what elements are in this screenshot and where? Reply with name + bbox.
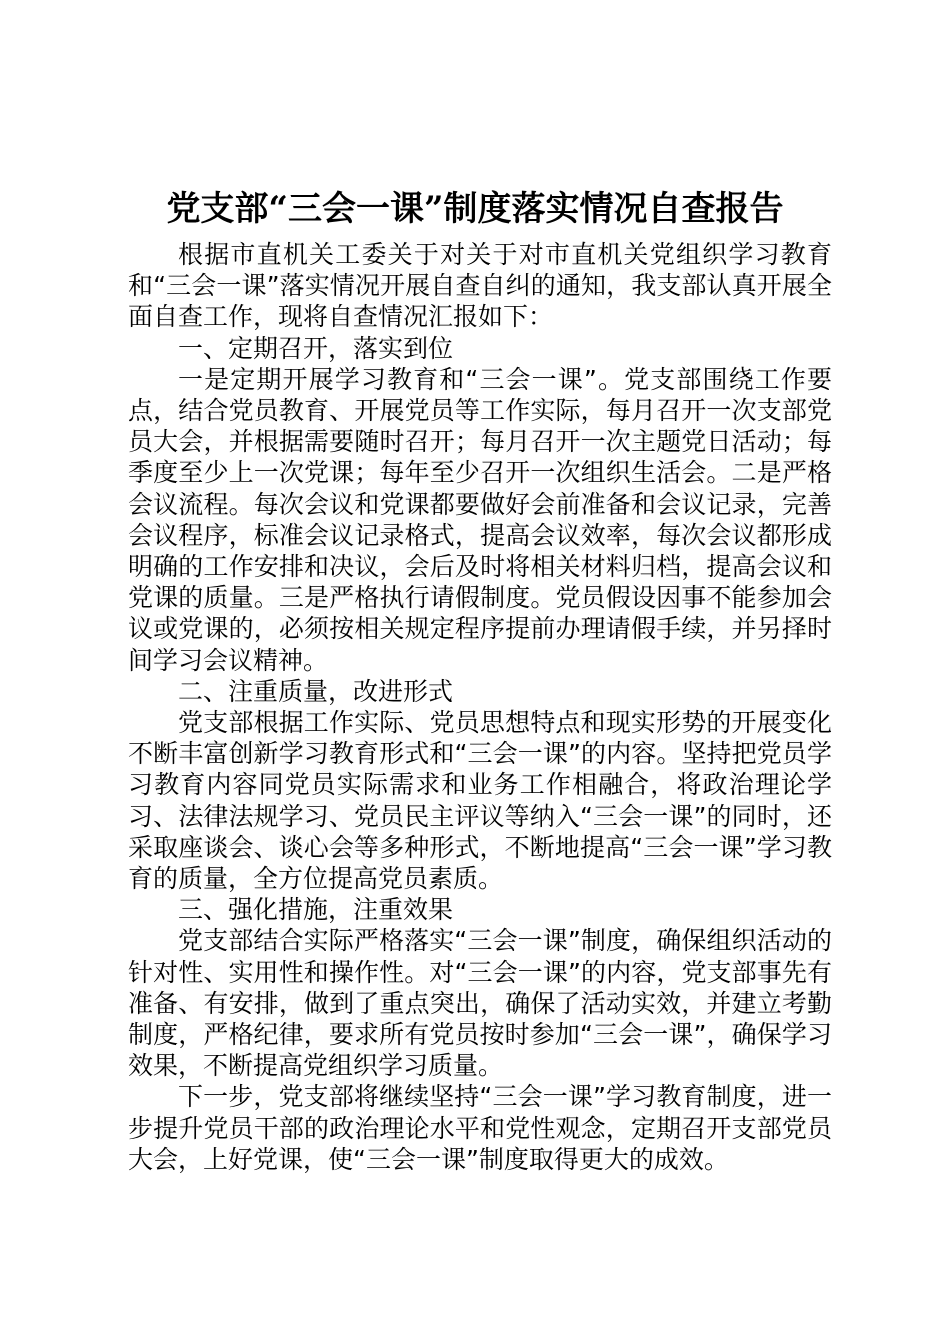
section-heading-2: 二、注重质量，改进形式 xyxy=(178,676,454,706)
section-1-paragraph: 一是定期开展学习教育和“三会一课”。党支部围绕工作要点，结合党员教育、开展党员等工作实际，每月召开一次支部党员大会，并根据需要随时召开；每月召开一次主题党日活动；每季度至少上一次党课；每年至少召开一次组织生活会。二是严格会议流程。每次会议和党课都要做好会前准备和会议记录，完善会议程序，标准会议记录格式，提高会议效率，每次会议都形成明确的工作安排和决议，会后及时将相关材料归档，提高会议和党课的质量。三是严格执行请假制度。党员假设因事不能参加会议或党课的，必须按相关规定程序提前办理请假手续，并另择时间学习会议精神。 xyxy=(128,364,832,675)
intro-paragraph: 根据市直机关工委关于对关于对市直机关党组织学习教育和“三会一课”落实情况开展自查自纠的通知，我支部认真开展全面自查工作，现将自查情况汇报如下： xyxy=(128,240,832,332)
section-2-paragraph: 党支部根据工作实际、党员思想特点和现实形势的开展变化不断丰富创新学习教育形式和“三会一课”的内容。坚持把党员学习教育内容同党员实际需求和业务工作相融合，将政治理论学习、法律法规学习、党员民主评议等纳入“三会一课”的同时，还采取座谈会、谈心会等多种形式，不断地提高“三会一课”学习教育的质量，全方位提高党员素质。 xyxy=(128,708,832,894)
section-heading-1: 一、定期召开，落实到位 xyxy=(178,333,454,363)
section-3-paragraph: 党支部结合实际严格落实“三会一课”制度，确保组织活动的针对性、实用性和操作性。对“三会一课”的内容，党支部事先有准备、有安排，做到了重点突出，确保了活动实效，并建立考勤制度，严格纪律，要求所有党员按时参加“三会一课”，确保学习效果，不断提高党组织学习质量。 xyxy=(128,926,832,1081)
document-body xyxy=(128,239,832,1175)
document-title: 党支部“三会一课”制度落实情况自查报告 xyxy=(166,189,784,229)
section-heading-3: 三、强化措施，注重效果 xyxy=(178,895,454,925)
closing-paragraph: 下一步，党支部将继续坚持“三会一课”学习教育制度，进一步提升党员干部的政治理论水平和党性观念，定期召开支部党员大会，上好党课，使“三会一课”制度取得更大的成效。 xyxy=(128,1082,832,1174)
